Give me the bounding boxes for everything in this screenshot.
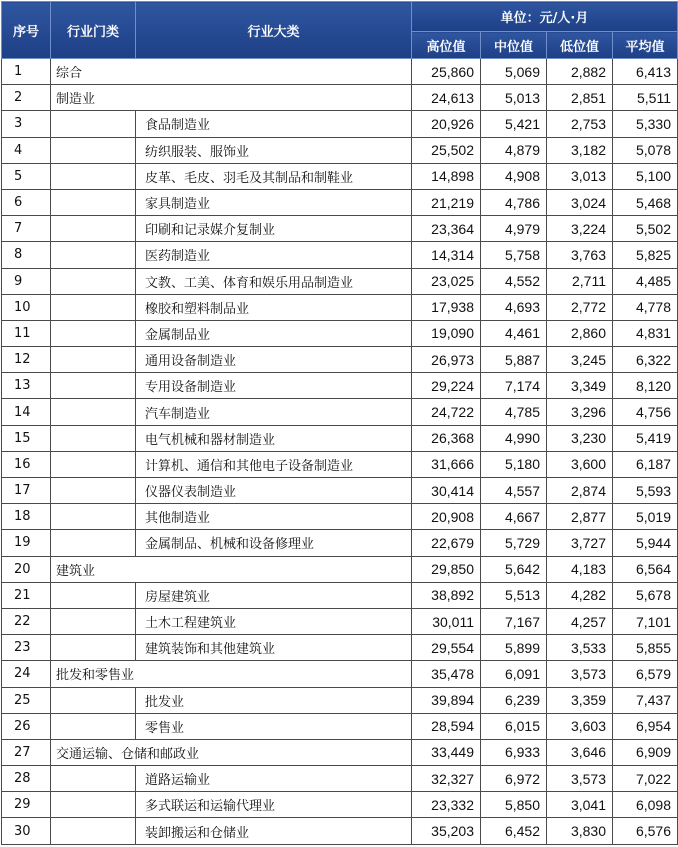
table-row <box>2 320 678 346</box>
median-value-cell: 4,908 <box>481 163 547 189</box>
category-cell-empty <box>51 713 136 739</box>
low-value-cell: 2,860 <box>547 320 613 346</box>
average-value-cell: 5,678 <box>613 582 678 608</box>
category-cell: 交通运输、仓储和邮政业 <box>51 739 412 765</box>
table-row <box>2 111 678 137</box>
average-value-cell: 5,855 <box>613 635 678 661</box>
high-value-cell: 26,368 <box>412 425 481 451</box>
high-value-cell: 39,894 <box>412 687 481 713</box>
low-value-cell: 2,874 <box>547 478 613 504</box>
average-value-cell: 5,100 <box>613 163 678 189</box>
wage-table <box>1 1 678 845</box>
median-value-cell: 4,557 <box>481 478 547 504</box>
average-value-cell: 6,909 <box>613 739 678 765</box>
median-value-cell: 5,899 <box>481 635 547 661</box>
high-value-cell: 35,478 <box>412 661 481 687</box>
median-value-cell: 4,990 <box>481 425 547 451</box>
table-row <box>2 399 678 425</box>
median-value-cell: 4,693 <box>481 294 547 320</box>
average-value-cell: 6,579 <box>613 661 678 687</box>
row-number: 12 <box>2 347 51 373</box>
subcategory-cell: 通用设备制造业 <box>136 347 412 373</box>
category-cell-empty <box>51 766 136 792</box>
row-number: 22 <box>2 608 51 634</box>
high-value-cell: 23,332 <box>412 792 481 818</box>
category-cell: 建筑业 <box>51 556 412 582</box>
average-value-cell: 5,019 <box>613 504 678 530</box>
table-row <box>2 582 678 608</box>
category-cell-empty <box>51 242 136 268</box>
high-value-cell: 26,973 <box>412 347 481 373</box>
average-value-cell: 5,468 <box>613 189 678 215</box>
subcategory-cell: 食品制造业 <box>136 111 412 137</box>
high-value-cell: 29,554 <box>412 635 481 661</box>
row-number: 28 <box>2 766 51 792</box>
header-average: 平均值 <box>613 32 678 59</box>
category-cell-empty <box>51 451 136 477</box>
average-value-cell: 4,756 <box>613 399 678 425</box>
table-row <box>2 504 678 530</box>
high-value-cell: 19,090 <box>412 320 481 346</box>
median-value-cell: 5,513 <box>481 582 547 608</box>
median-value-cell: 6,972 <box>481 766 547 792</box>
row-number: 18 <box>2 504 51 530</box>
subcategory-cell: 汽车制造业 <box>136 399 412 425</box>
category-cell-empty <box>51 608 136 634</box>
low-value-cell: 2,851 <box>547 85 613 111</box>
row-number: 20 <box>2 556 51 582</box>
row-number: 17 <box>2 478 51 504</box>
table-row <box>2 268 678 294</box>
header-seq: 序号 <box>2 2 51 59</box>
row-number: 6 <box>2 189 51 215</box>
median-value-cell: 4,552 <box>481 268 547 294</box>
table-row <box>2 739 678 765</box>
low-value-cell: 3,533 <box>547 635 613 661</box>
table-row <box>2 635 678 661</box>
table-row <box>2 530 678 556</box>
high-value-cell: 28,594 <box>412 713 481 739</box>
median-value-cell: 4,461 <box>481 320 547 346</box>
row-number: 3 <box>2 111 51 137</box>
low-value-cell: 3,359 <box>547 687 613 713</box>
median-value-cell: 5,642 <box>481 556 547 582</box>
category-cell-empty <box>51 189 136 215</box>
low-value-cell: 2,877 <box>547 504 613 530</box>
row-number: 27 <box>2 739 51 765</box>
high-value-cell: 25,860 <box>412 59 481 85</box>
row-number: 15 <box>2 425 51 451</box>
average-value-cell: 4,778 <box>613 294 678 320</box>
median-value-cell: 7,167 <box>481 608 547 634</box>
high-value-cell: 38,892 <box>412 582 481 608</box>
row-number: 29 <box>2 792 51 818</box>
table-body <box>2 59 678 845</box>
high-value-cell: 14,314 <box>412 242 481 268</box>
median-value-cell: 4,667 <box>481 504 547 530</box>
average-value-cell: 5,502 <box>613 216 678 242</box>
low-value-cell: 2,882 <box>547 59 613 85</box>
subcategory-cell: 建筑装饰和其他建筑业 <box>136 635 412 661</box>
header-category: 行业门类 <box>51 2 136 59</box>
median-value-cell: 7,174 <box>481 373 547 399</box>
subcategory-cell: 金属制品、机械和设备修理业 <box>136 530 412 556</box>
average-value-cell: 5,330 <box>613 111 678 137</box>
low-value-cell: 2,772 <box>547 294 613 320</box>
row-number: 1 <box>2 59 51 85</box>
low-value-cell: 3,603 <box>547 713 613 739</box>
category-cell-empty <box>51 582 136 608</box>
high-value-cell: 20,926 <box>412 111 481 137</box>
median-value-cell: 4,786 <box>481 189 547 215</box>
category-cell-empty <box>51 137 136 163</box>
median-value-cell: 6,239 <box>481 687 547 713</box>
category-cell-empty <box>51 268 136 294</box>
row-number: 23 <box>2 635 51 661</box>
high-value-cell: 30,414 <box>412 478 481 504</box>
subcategory-cell: 橡胶和塑料制品业 <box>136 294 412 320</box>
high-value-cell: 30,011 <box>412 608 481 634</box>
category-cell-empty <box>51 425 136 451</box>
category-cell-empty <box>51 478 136 504</box>
table-row <box>2 373 678 399</box>
high-value-cell: 20,908 <box>412 504 481 530</box>
median-value-cell: 5,180 <box>481 451 547 477</box>
row-number: 16 <box>2 451 51 477</box>
table-row <box>2 163 678 189</box>
median-value-cell: 5,069 <box>481 59 547 85</box>
high-value-cell: 21,219 <box>412 189 481 215</box>
table-row <box>2 818 678 844</box>
median-value-cell: 5,729 <box>481 530 547 556</box>
high-value-cell: 29,850 <box>412 556 481 582</box>
table-row <box>2 556 678 582</box>
table-row <box>2 425 678 451</box>
subcategory-cell: 零售业 <box>136 713 412 739</box>
table-row <box>2 608 678 634</box>
table-row <box>2 713 678 739</box>
low-value-cell: 3,573 <box>547 766 613 792</box>
low-value-cell: 3,041 <box>547 792 613 818</box>
low-value-cell: 3,573 <box>547 661 613 687</box>
average-value-cell: 5,078 <box>613 137 678 163</box>
subcategory-cell: 仪器仪表制造业 <box>136 478 412 504</box>
average-value-cell: 6,576 <box>613 818 678 844</box>
table-row <box>2 294 678 320</box>
row-number: 30 <box>2 818 51 844</box>
average-value-cell: 7,101 <box>613 608 678 634</box>
high-value-cell: 29,224 <box>412 373 481 399</box>
category-cell: 制造业 <box>51 85 412 111</box>
category-cell-empty <box>51 504 136 530</box>
median-value-cell: 5,013 <box>481 85 547 111</box>
category-cell: 批发和零售业 <box>51 661 412 687</box>
row-number: 9 <box>2 268 51 294</box>
median-value-cell: 4,785 <box>481 399 547 425</box>
table-row <box>2 85 678 111</box>
high-value-cell: 33,449 <box>412 739 481 765</box>
average-value-cell: 5,825 <box>613 242 678 268</box>
subcategory-cell: 批发业 <box>136 687 412 713</box>
subcategory-cell: 家具制造业 <box>136 189 412 215</box>
average-value-cell: 6,564 <box>613 556 678 582</box>
subcategory-cell: 印刷和记录媒介复制业 <box>136 216 412 242</box>
low-value-cell: 3,600 <box>547 451 613 477</box>
low-value-cell: 3,646 <box>547 739 613 765</box>
median-value-cell: 6,015 <box>481 713 547 739</box>
category-cell-empty <box>51 373 136 399</box>
category-cell-empty <box>51 294 136 320</box>
table-row <box>2 766 678 792</box>
average-value-cell: 5,944 <box>613 530 678 556</box>
subcategory-cell: 装卸搬运和仓储业 <box>136 818 412 844</box>
high-value-cell: 23,364 <box>412 216 481 242</box>
low-value-cell: 3,296 <box>547 399 613 425</box>
table-row <box>2 661 678 687</box>
category-cell-empty <box>51 163 136 189</box>
table-row <box>2 347 678 373</box>
row-number: 24 <box>2 661 51 687</box>
median-value-cell: 4,979 <box>481 216 547 242</box>
high-value-cell: 32,327 <box>412 766 481 792</box>
table-row <box>2 478 678 504</box>
low-value-cell: 3,727 <box>547 530 613 556</box>
average-value-cell: 7,022 <box>613 766 678 792</box>
row-number: 21 <box>2 582 51 608</box>
average-value-cell: 6,187 <box>613 451 678 477</box>
category-cell: 综合 <box>51 59 412 85</box>
subcategory-cell: 电气机械和器材制造业 <box>136 425 412 451</box>
average-value-cell: 7,437 <box>613 687 678 713</box>
table-header <box>2 2 678 59</box>
low-value-cell: 2,753 <box>547 111 613 137</box>
low-value-cell: 3,024 <box>547 189 613 215</box>
row-number: 5 <box>2 163 51 189</box>
subcategory-cell: 医药制造业 <box>136 242 412 268</box>
subcategory-cell: 皮革、毛皮、羽毛及其制品和制鞋业 <box>136 163 412 189</box>
low-value-cell: 3,245 <box>547 347 613 373</box>
subcategory-cell: 计算机、通信和其他电子设备制造业 <box>136 451 412 477</box>
median-value-cell: 6,933 <box>481 739 547 765</box>
low-value-cell: 4,183 <box>547 556 613 582</box>
median-value-cell: 5,421 <box>481 111 547 137</box>
average-value-cell: 5,419 <box>613 425 678 451</box>
header-major: 行业大类 <box>136 2 412 59</box>
subcategory-cell: 纺织服装、服饰业 <box>136 137 412 163</box>
row-number: 4 <box>2 137 51 163</box>
row-number: 14 <box>2 399 51 425</box>
high-value-cell: 24,613 <box>412 85 481 111</box>
subcategory-cell: 专用设备制造业 <box>136 373 412 399</box>
low-value-cell: 3,830 <box>547 818 613 844</box>
table-row <box>2 792 678 818</box>
high-value-cell: 31,666 <box>412 451 481 477</box>
low-value-cell: 4,257 <box>547 608 613 634</box>
table-row <box>2 59 678 85</box>
high-value-cell: 25,502 <box>412 137 481 163</box>
average-value-cell: 6,098 <box>613 792 678 818</box>
category-cell-empty <box>51 347 136 373</box>
subcategory-cell: 房屋建筑业 <box>136 582 412 608</box>
table-row <box>2 451 678 477</box>
table-row <box>2 189 678 215</box>
category-cell-empty <box>51 687 136 713</box>
header-high: 高位值 <box>412 32 481 59</box>
table-row <box>2 216 678 242</box>
average-value-cell: 6,413 <box>613 59 678 85</box>
category-cell-empty <box>51 111 136 137</box>
header-median: 中位值 <box>481 32 547 59</box>
median-value-cell: 6,452 <box>481 818 547 844</box>
header-unit: 单位：元/人·月 <box>412 2 678 32</box>
high-value-cell: 24,722 <box>412 399 481 425</box>
low-value-cell: 3,013 <box>547 163 613 189</box>
table-row <box>2 242 678 268</box>
low-value-cell: 3,230 <box>547 425 613 451</box>
row-number: 2 <box>2 85 51 111</box>
median-value-cell: 5,758 <box>481 242 547 268</box>
subcategory-cell: 道路运输业 <box>136 766 412 792</box>
table-row <box>2 137 678 163</box>
category-cell-empty <box>51 320 136 346</box>
category-cell-empty <box>51 530 136 556</box>
row-number: 25 <box>2 687 51 713</box>
subcategory-cell: 其他制造业 <box>136 504 412 530</box>
row-number: 10 <box>2 294 51 320</box>
median-value-cell: 5,850 <box>481 792 547 818</box>
average-value-cell: 6,322 <box>613 347 678 373</box>
average-value-cell: 4,831 <box>613 320 678 346</box>
average-value-cell: 5,511 <box>613 85 678 111</box>
average-value-cell: 6,954 <box>613 713 678 739</box>
high-value-cell: 22,679 <box>412 530 481 556</box>
average-value-cell: 5,593 <box>613 478 678 504</box>
category-cell-empty <box>51 216 136 242</box>
average-value-cell: 8,120 <box>613 373 678 399</box>
low-value-cell: 3,763 <box>547 242 613 268</box>
category-cell-empty <box>51 635 136 661</box>
low-value-cell: 2,711 <box>547 268 613 294</box>
median-value-cell: 5,887 <box>481 347 547 373</box>
low-value-cell: 4,282 <box>547 582 613 608</box>
subcategory-cell: 文教、工美、体育和娱乐用品制造业 <box>136 268 412 294</box>
high-value-cell: 23,025 <box>412 268 481 294</box>
row-number: 19 <box>2 530 51 556</box>
average-value-cell: 4,485 <box>613 268 678 294</box>
row-number: 8 <box>2 242 51 268</box>
category-cell-empty <box>51 818 136 844</box>
subcategory-cell: 多式联运和运输代理业 <box>136 792 412 818</box>
low-value-cell: 3,182 <box>547 137 613 163</box>
median-value-cell: 6,091 <box>481 661 547 687</box>
category-cell-empty <box>51 792 136 818</box>
row-number: 11 <box>2 320 51 346</box>
high-value-cell: 35,203 <box>412 818 481 844</box>
high-value-cell: 17,938 <box>412 294 481 320</box>
header-low: 低位值 <box>547 32 613 59</box>
row-number: 26 <box>2 713 51 739</box>
row-number: 13 <box>2 373 51 399</box>
median-value-cell: 4,879 <box>481 137 547 163</box>
high-value-cell: 14,898 <box>412 163 481 189</box>
table-row <box>2 687 678 713</box>
category-cell-empty <box>51 399 136 425</box>
low-value-cell: 3,224 <box>547 216 613 242</box>
subcategory-cell: 金属制品业 <box>136 320 412 346</box>
subcategory-cell: 土木工程建筑业 <box>136 608 412 634</box>
row-number: 7 <box>2 216 51 242</box>
low-value-cell: 3,349 <box>547 373 613 399</box>
